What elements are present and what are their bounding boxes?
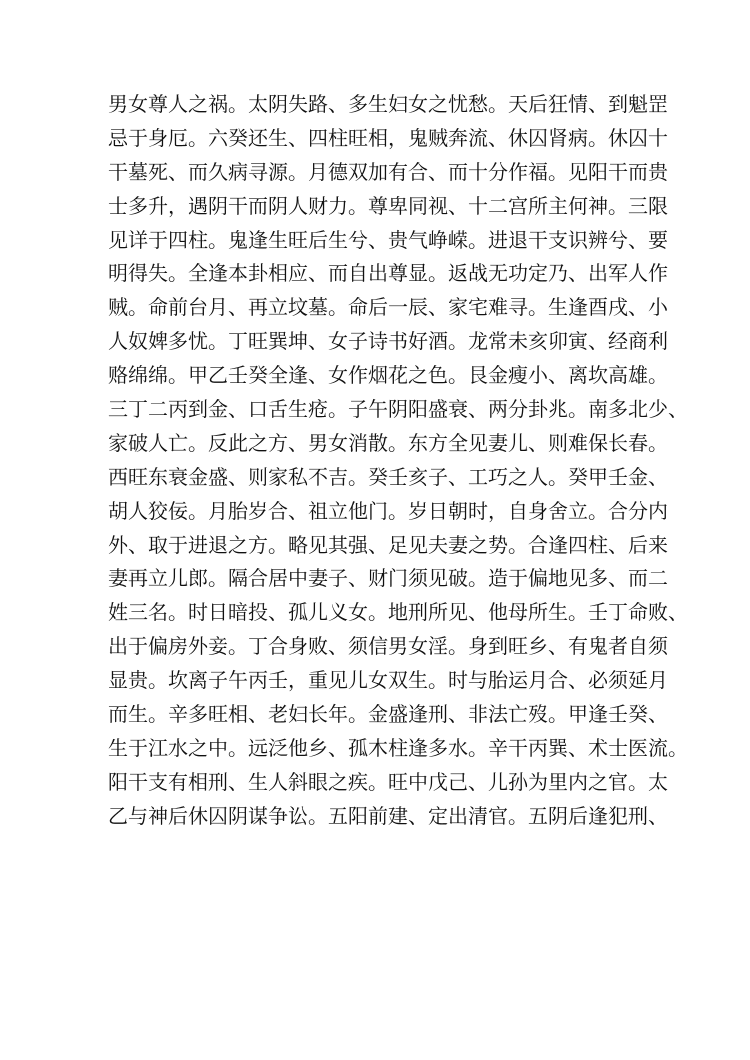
text-line: 干墓死、而久病寻源。月德双加有合、而十分作福。见阳干而贵 (108, 159, 668, 184)
text-line: 阳干支有相刑、生人斜眼之疾。旺中戊己、儿孙为里内之官。太 (108, 769, 668, 794)
text-line: 出于偏房外妾。丁合身败、须信男女淫。身到旺乡、有鬼者自须 (108, 634, 668, 659)
text-line: 男女尊人之祸。太阴失路、多生妇女之忧愁。天后狂情、到魁罡 (108, 92, 668, 116)
text-line: 人奴婢多忧。丁旺巽坤、女子诗书好酒。龙常未亥卯寅、经商利 (108, 329, 668, 354)
text-line: 贼。命前台月、再立坟墓。命后一辰、家宅难寻。生逢酉戌、小 (108, 295, 668, 320)
text-line: 生于江水之中。远泛他乡、孤木柱逢多水。辛干丙巽、术士医流。 (108, 735, 688, 760)
text-line: 西旺东衰金盛、则家私不吉。癸壬亥子、工巧之人。癸甲壬金、 (108, 464, 668, 489)
text-line: 外、取于进退之方。略见其强、足见夫妻之势。合逢四柱、后来 (108, 532, 668, 557)
text-line: 士多升，遇阴干而阴人财力。尊卑同视、十二宫所主何神。三限 (108, 193, 668, 218)
text-line: 显贵。坎离子午丙壬，重见儿女双生。时与胎运月合、必须延月 (108, 668, 668, 693)
text-line: 忌于身厄。六癸还生、四柱旺相，鬼贼奔流、休囚肾病。休囚十 (108, 125, 668, 150)
text-line: 妻再立儿郎。隔合居中妻子、财门须见破。造于偏地见多、而二 (108, 566, 668, 591)
text-line: 乙与神后休囚阴谋争讼。五阳前建、定出清官。五阴后逢犯刑、 (108, 803, 668, 828)
body-text (108, 88, 688, 834)
text-line: 见详于四柱。鬼逢生旺后生兮、贵气峥嵘。进退干支识辨兮、要 (108, 227, 668, 252)
text-line: 三丁二丙到金、口舌生疮。子午阴阳盛衰、两分卦兆。南多北少、 (108, 397, 688, 422)
text-line: 家破人亡。反此之方、男女消散。东方全见妻儿、则难保长春。 (108, 430, 668, 455)
text-line: 赂绵绵。甲乙壬癸全逢、女作烟花之色。艮金瘦小、离坎高雄。 (108, 363, 668, 388)
text-line: 而生。辛多旺相、老妇长年。金盛逢刑、非法亡歿。甲逢壬癸、 (108, 702, 668, 727)
text-line: 明得失。全逢本卦相应、而自出尊显。返战无功定乃、出军人作 (108, 261, 668, 286)
text-line: 姓三名。时日暗投、孤儿义女。地刑所见、他母所生。壬丁命败、 (108, 600, 688, 625)
text-line: 胡人狡佞。月胎岁合、祖立他门。岁日朝时，自身舍立。合分内 (108, 498, 668, 523)
